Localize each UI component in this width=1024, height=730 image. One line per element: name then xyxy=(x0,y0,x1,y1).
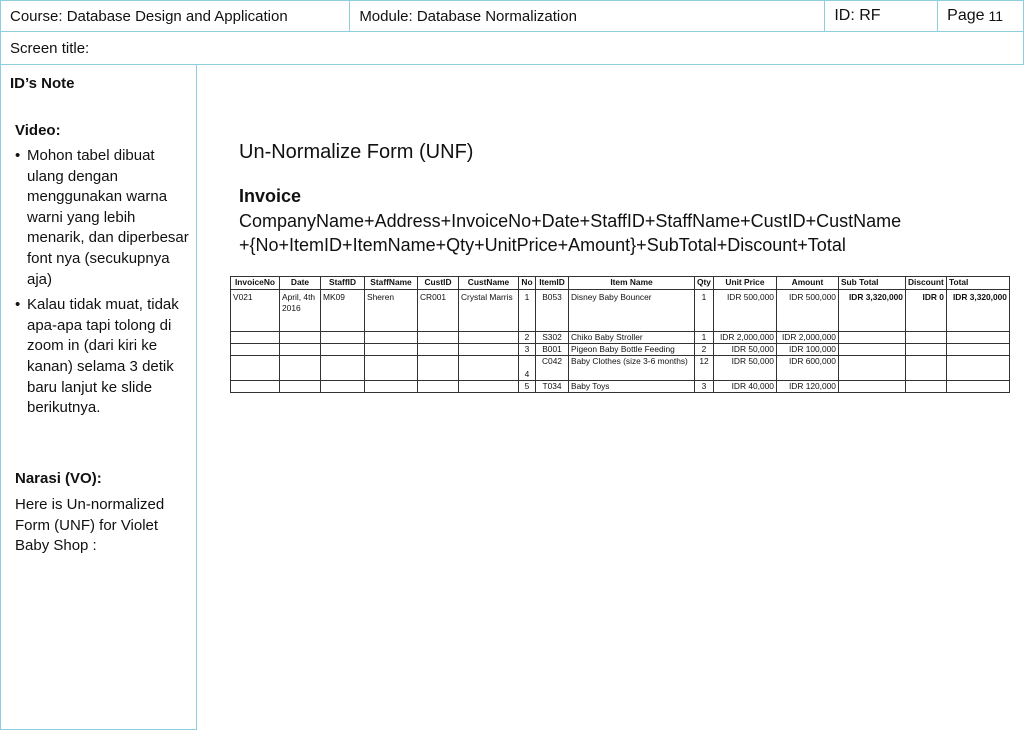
table-cell: IDR 500,000 xyxy=(713,290,776,332)
video-notes-list xyxy=(15,146,191,424)
table-row xyxy=(231,290,1010,332)
video-note-item: • Kalau tidak muat, tidak apa-apa tapi tolong di zoom in (dari kiri ke kanan) selama 3 detik baru lanjut ke slide berikutnya. xyxy=(15,295,191,419)
table-cell: CR001 xyxy=(418,290,459,332)
table-cell: B053 xyxy=(536,290,569,332)
table-cell xyxy=(321,381,365,393)
table-cell: C042 xyxy=(536,356,569,381)
table-cell: Sheren xyxy=(365,290,418,332)
table-cell xyxy=(838,356,905,381)
column-header: Date xyxy=(280,277,321,290)
page-title: Un-Normalize Form (UNF) xyxy=(239,141,474,163)
table-cell xyxy=(231,344,280,356)
column-header: Amount xyxy=(776,277,838,290)
table-cell xyxy=(459,356,519,381)
column-header: No xyxy=(519,277,536,290)
table-cell xyxy=(418,332,459,344)
table-cell xyxy=(838,344,905,356)
screen-title: Screen title: xyxy=(0,32,1024,65)
page-label: Page xyxy=(947,7,985,24)
table-cell xyxy=(838,381,905,393)
table-cell: IDR 500,000 xyxy=(776,290,838,332)
narasi-text: Here is Un-normalized Form (UNF) for Violet Baby Shop : xyxy=(15,496,165,555)
table-cell: 3 xyxy=(695,381,714,393)
table-cell: IDR 2,000,000 xyxy=(713,332,776,344)
table-cell: IDR 100,000 xyxy=(776,344,838,356)
table-cell xyxy=(231,381,280,393)
column-header: Discount xyxy=(905,277,946,290)
table-cell: IDR 50,000 xyxy=(713,344,776,356)
column-header: Qty xyxy=(695,277,714,290)
header-bar xyxy=(0,0,1024,32)
narasi-label: Narasi (VO): xyxy=(15,470,102,487)
table-cell xyxy=(365,332,418,344)
table-cell: S302 xyxy=(536,332,569,344)
module-label: Module: Database Normalization xyxy=(350,1,825,31)
table-cell: Crystal Marris xyxy=(459,290,519,332)
column-header: CustName xyxy=(459,277,519,290)
table-cell: IDR 3,320,000 xyxy=(838,290,905,332)
column-header: Item Name xyxy=(569,277,695,290)
notes-heading: ID’s Note xyxy=(10,75,75,92)
page-number: 11 xyxy=(988,8,1004,24)
formula-line: CompanyName+Address+InvoiceNo+Date+StaffID+StaffName+CustID+CustName xyxy=(239,211,902,231)
table-cell xyxy=(231,332,280,344)
table-cell: Baby Toys xyxy=(569,381,695,393)
column-header: InvoiceNo xyxy=(231,277,280,290)
column-header: Unit Price xyxy=(713,277,776,290)
table-cell: 1 xyxy=(695,290,714,332)
table-cell: MK09 xyxy=(321,290,365,332)
table-cell: 1 xyxy=(695,332,714,344)
table-cell: 5 xyxy=(519,381,536,393)
table-cell: 1 xyxy=(519,290,536,332)
table-cell xyxy=(418,356,459,381)
table-cell xyxy=(905,344,946,356)
table-cell xyxy=(459,381,519,393)
table-cell: 4 xyxy=(519,356,536,381)
course-label: Course: Database Design and Application xyxy=(1,1,350,31)
table-cell: Pigeon Baby Bottle Feeding xyxy=(569,344,695,356)
table-cell: IDR 600,000 xyxy=(776,356,838,381)
table-cell xyxy=(280,381,321,393)
table-cell: Baby Clothes (size 3-6 months) xyxy=(569,356,695,381)
table-cell xyxy=(365,344,418,356)
id-label: ID: RF xyxy=(825,1,938,31)
column-header: StaffID xyxy=(321,277,365,290)
table-cell xyxy=(321,332,365,344)
video-label: Video: xyxy=(15,122,61,139)
table-cell xyxy=(905,356,946,381)
table-cell: IDR 50,000 xyxy=(713,356,776,381)
video-note-item: • Mohon tabel dibuat ulang dengan menggunakan warna warni yang lebih menarik, dan diperbesar font nya (secukupnya aja) xyxy=(15,146,191,290)
table-cell: Disney Baby Bouncer xyxy=(569,290,695,332)
column-header: ItemID xyxy=(536,277,569,290)
unf-table xyxy=(230,276,1010,393)
table-cell: IDR 3,320,000 xyxy=(946,290,1009,332)
table-cell xyxy=(321,356,365,381)
table-cell xyxy=(905,332,946,344)
table-cell xyxy=(946,344,1009,356)
table-header-row xyxy=(231,277,1010,290)
table-cell: IDR 40,000 xyxy=(713,381,776,393)
table-cell xyxy=(459,344,519,356)
formula-line: +{No+ItemID+ItemName+Qty+UnitPrice+Amount}+SubTotal+Discount+Total xyxy=(239,235,846,255)
table-cell xyxy=(946,381,1009,393)
table-cell xyxy=(946,356,1009,381)
table-cell xyxy=(280,356,321,381)
table-cell: 2 xyxy=(519,332,536,344)
table-cell xyxy=(280,332,321,344)
table-cell: IDR 0 xyxy=(905,290,946,332)
table-cell: April, 4th 2016 xyxy=(280,290,321,332)
page-indicator xyxy=(938,1,1023,31)
table-row xyxy=(231,344,1010,356)
table-cell: T034 xyxy=(536,381,569,393)
table-cell: Chiko Baby Stroller xyxy=(569,332,695,344)
table-cell xyxy=(459,332,519,344)
table-cell xyxy=(838,332,905,344)
table-cell: IDR 120,000 xyxy=(776,381,838,393)
table-cell: V021 xyxy=(231,290,280,332)
invoice-heading: Invoice xyxy=(239,186,302,206)
table-cell xyxy=(321,344,365,356)
table-cell: 2 xyxy=(695,344,714,356)
table-cell xyxy=(365,381,418,393)
table-cell: IDR 2,000,000 xyxy=(776,332,838,344)
table-row xyxy=(231,356,1010,381)
table-cell xyxy=(418,344,459,356)
table-cell xyxy=(280,344,321,356)
table-row xyxy=(231,332,1010,344)
table-cell xyxy=(365,356,418,381)
table-cell xyxy=(946,332,1009,344)
table-cell: 3 xyxy=(519,344,536,356)
table-row xyxy=(231,381,1010,393)
table-cell: 12 xyxy=(695,356,714,381)
table-cell xyxy=(418,381,459,393)
column-header: Total xyxy=(946,277,1009,290)
invoice-formula xyxy=(239,209,939,257)
table-cell: B001 xyxy=(536,344,569,356)
notes-panel xyxy=(0,65,197,730)
column-header: Sub Total xyxy=(838,277,905,290)
table-cell xyxy=(905,381,946,393)
column-header: StaffName xyxy=(365,277,418,290)
table-cell xyxy=(231,356,280,381)
column-header: CustID xyxy=(418,277,459,290)
